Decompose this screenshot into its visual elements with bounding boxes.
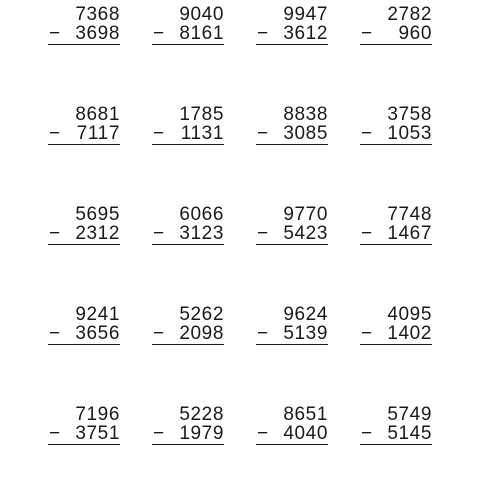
minuend: 7748 xyxy=(387,204,432,225)
minus-sign: − xyxy=(153,323,165,344)
subtraction-problem xyxy=(152,305,224,345)
subtrahend-row xyxy=(152,124,224,145)
minuend: 7196 xyxy=(75,404,120,425)
subtraction-problem xyxy=(360,405,432,445)
minus-sign: − xyxy=(153,23,165,44)
minus-sign: − xyxy=(49,223,61,244)
subtraction-problem xyxy=(152,205,224,245)
subtrahend-row xyxy=(152,24,224,45)
minus-sign: − xyxy=(257,223,269,244)
minus-sign: − xyxy=(361,23,373,44)
minuend: 4095 xyxy=(387,304,432,325)
subtrahend: 5423 xyxy=(283,223,328,244)
subtrahend-row xyxy=(360,324,432,345)
minuend: 9947 xyxy=(283,4,328,25)
subtrahend: 4040 xyxy=(283,423,328,444)
minuend: 9040 xyxy=(179,4,224,25)
minus-sign: − xyxy=(361,423,373,444)
minuend: 9624 xyxy=(283,304,328,325)
subtraction-problem xyxy=(152,405,224,445)
subtrahend: 1402 xyxy=(387,323,432,344)
subtraction-problem xyxy=(256,305,328,345)
minuend-row xyxy=(48,205,120,224)
subtrahend: 3085 xyxy=(283,123,328,144)
minuend-row xyxy=(360,305,432,324)
minuend: 7368 xyxy=(75,4,120,25)
subtrahend-row xyxy=(360,24,432,45)
subtraction-problem xyxy=(256,105,328,145)
minuend-row xyxy=(256,105,328,124)
subtrahend: 1979 xyxy=(179,423,224,444)
minus-sign: − xyxy=(257,123,269,144)
minuend: 8651 xyxy=(283,404,328,425)
subtraction-problem xyxy=(360,205,432,245)
minuend: 3758 xyxy=(387,104,432,125)
subtrahend-row xyxy=(152,324,224,345)
minus-sign: − xyxy=(153,223,165,244)
subtrahend: 1131 xyxy=(180,123,224,144)
minuend: 5695 xyxy=(75,204,120,225)
minuend: 5228 xyxy=(179,404,224,425)
subtraction-problem xyxy=(360,5,432,45)
subtraction-problem xyxy=(48,105,120,145)
minuend-row xyxy=(256,405,328,424)
subtrahend-row xyxy=(152,424,224,445)
subtrahend: 3123 xyxy=(179,223,224,244)
minuend-row xyxy=(48,305,120,324)
minuend: 9241 xyxy=(75,304,120,325)
subtrahend: 8161 xyxy=(179,23,224,44)
minus-sign: − xyxy=(257,323,269,344)
subtrahend: 3698 xyxy=(75,23,120,44)
subtrahend-row xyxy=(152,224,224,245)
minuend: 1785 xyxy=(179,104,224,125)
subtrahend: 3751 xyxy=(75,423,120,444)
minuend-row xyxy=(256,205,328,224)
subtrahend: 2098 xyxy=(179,323,224,344)
minus-sign: − xyxy=(49,123,61,144)
subtraction-problem xyxy=(48,205,120,245)
subtraction-problem xyxy=(256,5,328,45)
minuend: 2782 xyxy=(387,4,432,25)
minus-sign: − xyxy=(153,123,165,144)
subtrahend: 3612 xyxy=(283,23,328,44)
minuend-row xyxy=(48,105,120,124)
subtrahend-row xyxy=(256,424,328,445)
subtraction-problem xyxy=(256,405,328,445)
subtrahend: 1053 xyxy=(387,123,432,144)
minuend-row xyxy=(256,305,328,324)
subtrahend-row xyxy=(48,124,120,145)
minuend-row xyxy=(48,405,120,424)
subtrahend: 5145 xyxy=(387,423,432,444)
subtraction-problem xyxy=(48,305,120,345)
minuend: 5262 xyxy=(179,304,224,325)
subtrahend-row xyxy=(256,224,328,245)
minus-sign: − xyxy=(361,223,373,244)
subtrahend: 1467 xyxy=(387,223,432,244)
minuend-row xyxy=(152,305,224,324)
minuend-row xyxy=(360,105,432,124)
minuend: 8838 xyxy=(283,104,328,125)
minuend: 9770 xyxy=(283,204,328,225)
subtrahend-row xyxy=(48,224,120,245)
minus-sign: − xyxy=(153,423,165,444)
subtrahend: 5139 xyxy=(283,323,328,344)
minuend-row xyxy=(256,5,328,24)
minuend-row xyxy=(360,5,432,24)
minuend-row xyxy=(152,5,224,24)
subtraction-problem xyxy=(48,5,120,45)
minuend: 6066 xyxy=(179,204,224,225)
subtraction-problem xyxy=(152,5,224,45)
minus-sign: − xyxy=(257,423,269,444)
subtrahend-row xyxy=(360,124,432,145)
minus-sign: − xyxy=(49,323,61,344)
subtraction-problem xyxy=(48,405,120,445)
subtrahend-row xyxy=(48,24,120,45)
minus-sign: − xyxy=(257,23,269,44)
subtrahend: 3656 xyxy=(75,323,120,344)
minuend-row xyxy=(152,105,224,124)
minus-sign: − xyxy=(49,23,61,44)
subtrahend-row xyxy=(256,24,328,45)
subtraction-problem xyxy=(152,105,224,145)
minuend-row xyxy=(360,205,432,224)
subtrahend: 2312 xyxy=(75,223,120,244)
subtrahend-row xyxy=(360,424,432,445)
subtrahend: 7117 xyxy=(76,123,120,144)
minuend-row xyxy=(152,205,224,224)
subtraction-problem xyxy=(360,105,432,145)
minus-sign: − xyxy=(361,323,373,344)
subtrahend-row xyxy=(48,424,120,445)
minuend: 5749 xyxy=(387,404,432,425)
subtrahend-row xyxy=(256,324,328,345)
minuend-row xyxy=(152,405,224,424)
minus-sign: − xyxy=(361,123,373,144)
minus-sign: − xyxy=(49,423,61,444)
minuend: 8681 xyxy=(75,104,120,125)
subtraction-problem xyxy=(256,205,328,245)
subtrahend: 960 xyxy=(398,23,432,44)
subtrahend-row xyxy=(48,324,120,345)
minuend-row xyxy=(48,5,120,24)
subtrahend-row xyxy=(256,124,328,145)
subtraction-problem xyxy=(360,305,432,345)
minuend-row xyxy=(360,405,432,424)
subtrahend-row xyxy=(360,224,432,245)
